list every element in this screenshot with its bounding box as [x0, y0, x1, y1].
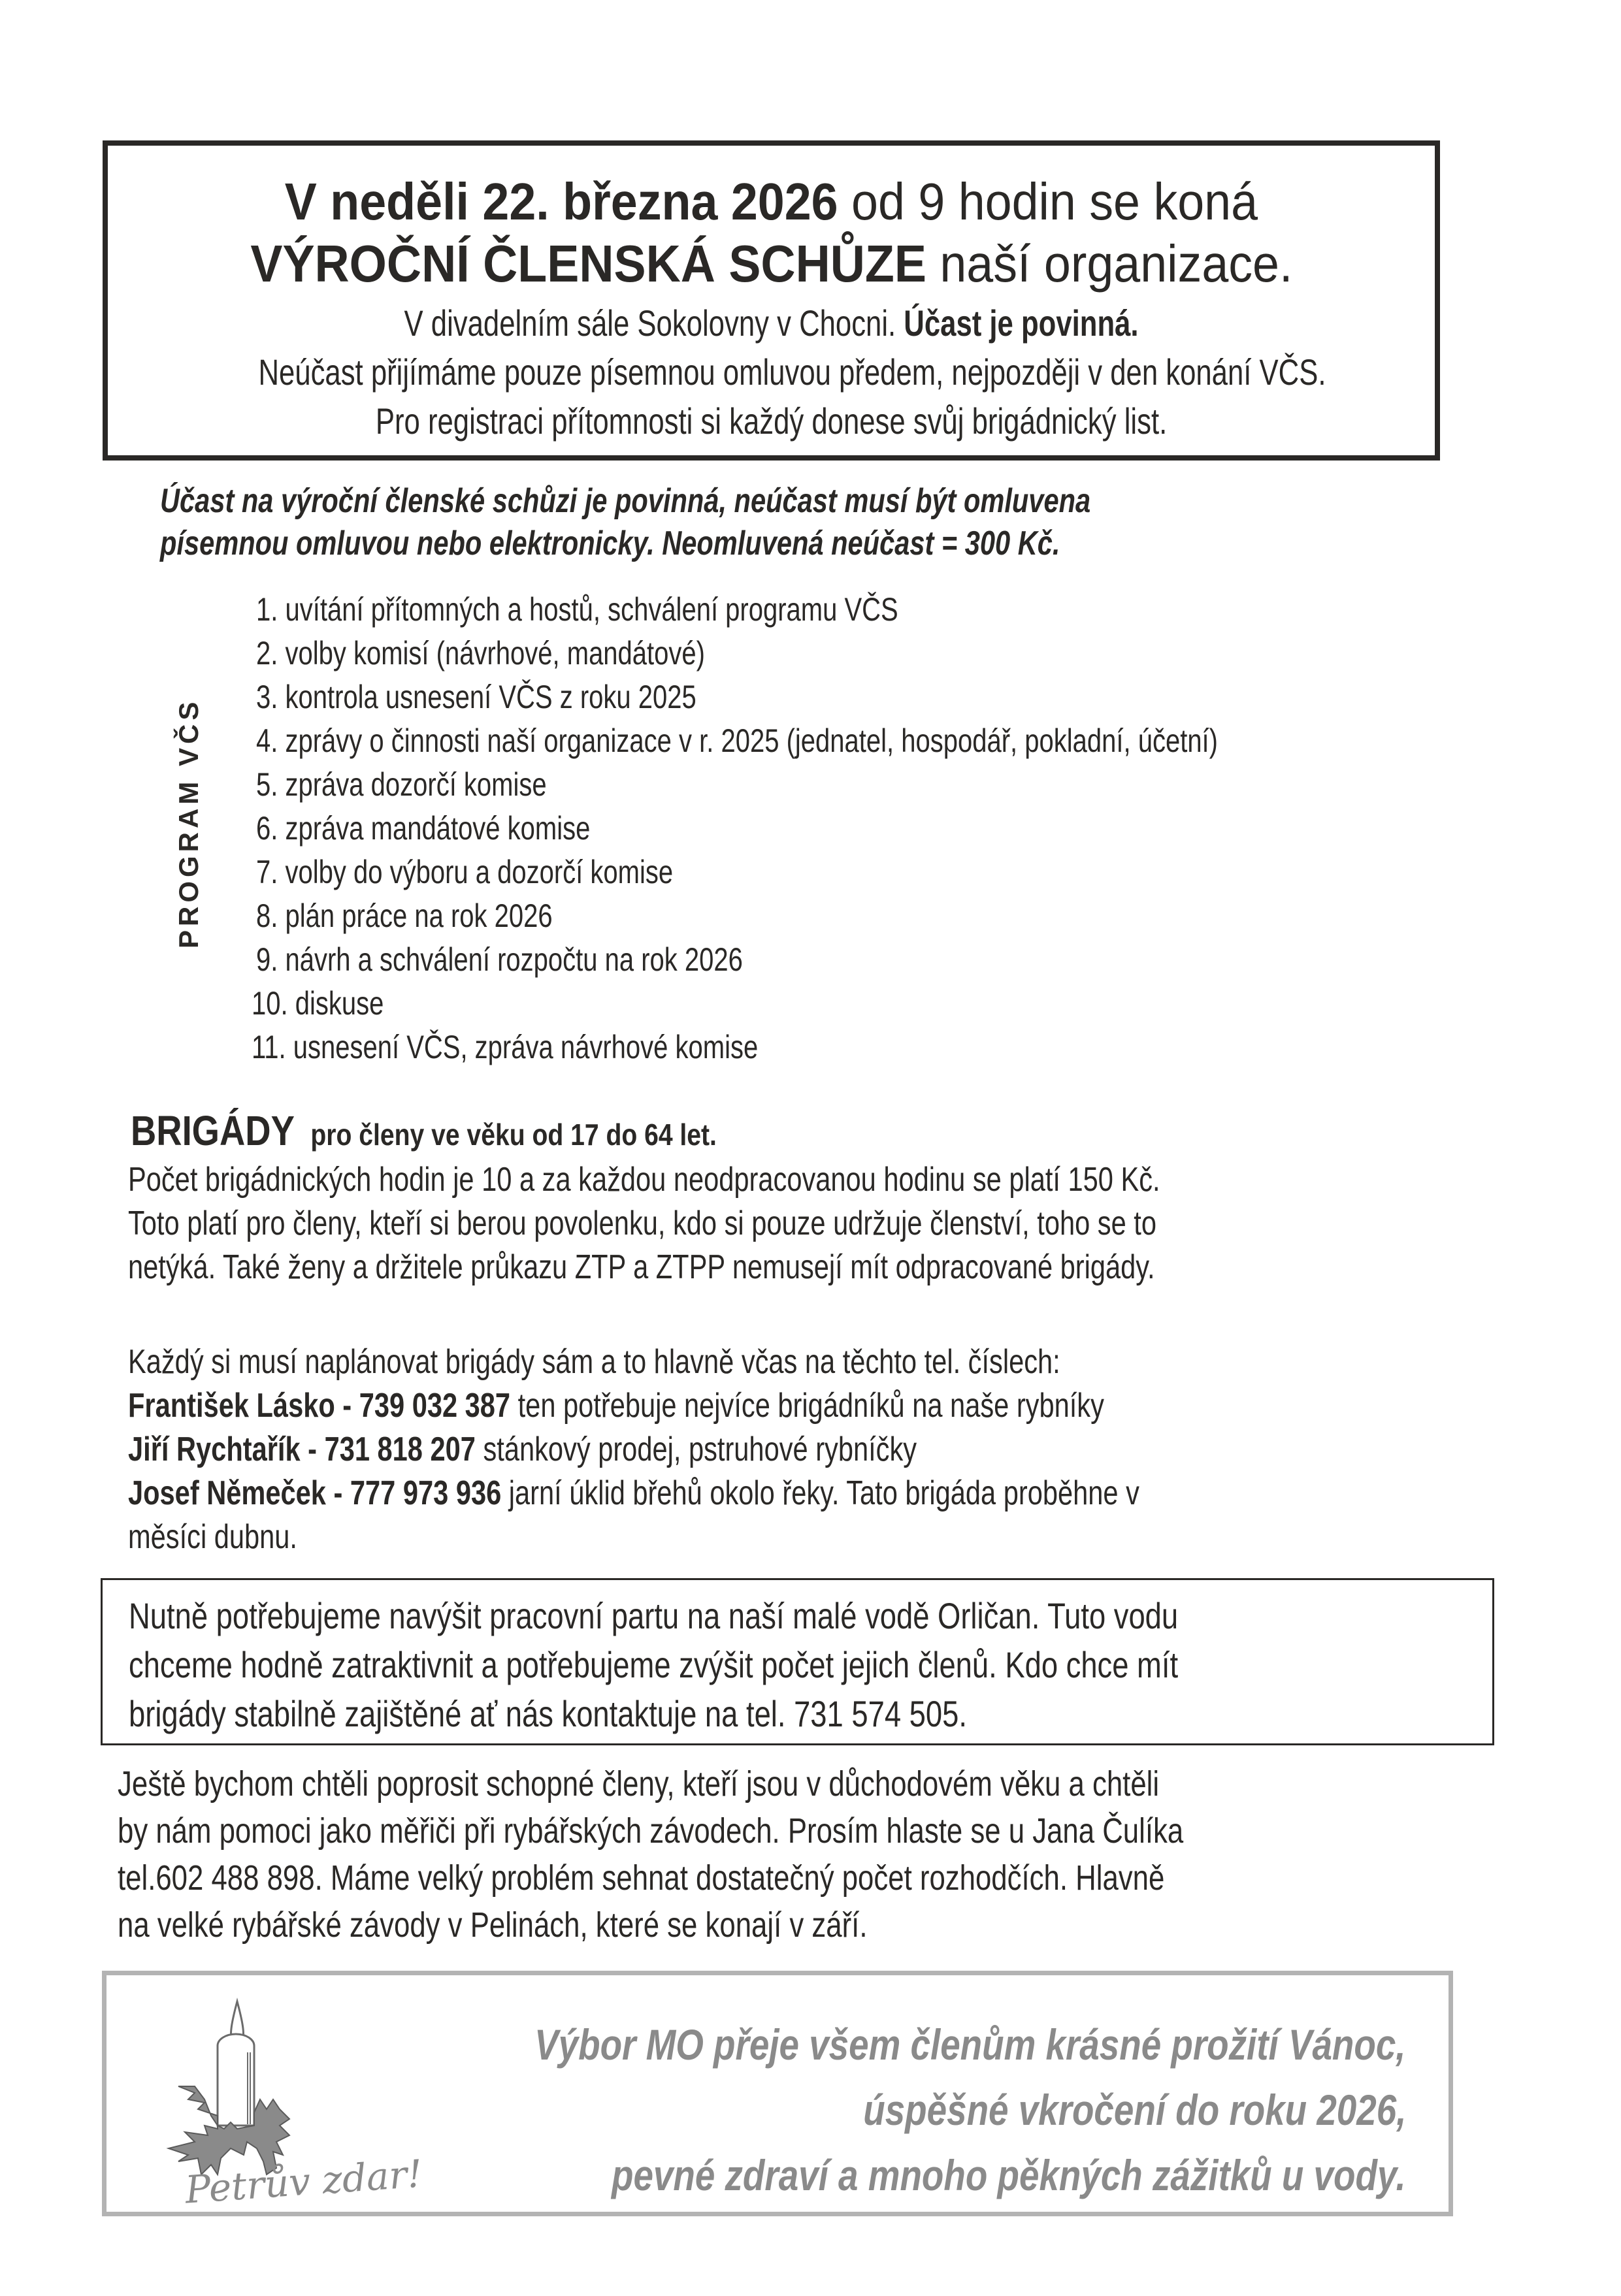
meeting-title: VÝROČNÍ ČLENSKÁ SCHŮZE	[250, 234, 926, 293]
contact-row	[128, 1429, 1114, 1470]
announcement-box	[103, 140, 1440, 461]
attendance-mandatory: Účast je povinná.	[904, 302, 1139, 344]
contact-name-phone: Josef Němeček - 777 973 936	[128, 1474, 502, 1512]
attendance-notice-line-1: Účast na výroční členské schůzi je povinná, neúčast musí být omluvena	[160, 482, 1091, 520]
announcement-date-line	[108, 172, 1435, 232]
judges-text-line: tel.602 488 898. Máme velký problém sehnat dostatečný počet rozhodčích. Hlavně	[118, 1858, 1165, 1898]
meeting-venue: V divadelním sále Sokolovny v Chocni.	[404, 302, 904, 344]
contact-name-phone: František Lásko - 739 032 387	[128, 1387, 511, 1425]
brigady-plan-intro: Každý si musí naplánovat brigády sám a to hlavně včas na těchto tel. číslech:	[128, 1343, 1060, 1381]
announcement-venue-line	[108, 302, 1435, 344]
meeting-date: V neděli 22. března 2026	[284, 172, 838, 231]
contact-row	[128, 1385, 1348, 1426]
announcement-excuse-line: Neúčast přijímáme pouze písemnou omluvou předem, nejpozději v den konání VČS.	[258, 351, 1326, 393]
contact-description: jarní úklid břehů okolo řeky. Tato brigáda proběhne v	[501, 1474, 1139, 1512]
program-item: 10. diskuse	[252, 985, 384, 1022]
orlican-text-line: chceme hodně zatraktivnit a potřebujeme zvýšit počet jejich členů. Kdo chce mít	[129, 1644, 1179, 1685]
signature-petruv-zdar: Petrův zdar!	[184, 2151, 424, 2212]
program-item: 4. zprávy o činnosti naší organizace v r. 2025 (jednatel, hospodář, pokladní, účetní)	[256, 722, 1218, 759]
contact-name-phone: Jiří Rychtařík - 731 818 207	[128, 1431, 476, 1468]
greeting-line: Výbor MO přeje všem členům krásné prožití Vánoc,	[534, 2020, 1406, 2069]
judges-text-line: na velké rybářské závody v Pelinách, které se konají v září.	[118, 1905, 868, 1945]
program-item: 1. uvítání přítomných a hostů, schválení programu VČS	[256, 591, 898, 628]
program-item: 8. plán práce na rok 2026	[256, 897, 553, 934]
orlican-text-line: Nutně potřebujeme navýšit pracovní partu na naší malé vodě Orličan. Tuto vodu	[129, 1595, 1179, 1636]
candle-holly-icon	[159, 1995, 303, 2184]
contact-row	[128, 1473, 1392, 1513]
orlican-recruitment-box	[101, 1578, 1494, 1745]
judges-text-line: Ještě bychom chtěli poprosit schopné členy, kteří jsou v důchodovém věku a chtěli	[118, 1764, 1160, 1803]
brigady-text-line: Toto platí pro členy, kteří si berou povolenku, kdo si pouze udržuje členství, toho se to	[128, 1205, 1156, 1242]
program-item: 7. volby do výboru a dozorčí komise	[256, 854, 674, 890]
greeting-line: pevné zdraví a mnoho pěkných zážitků u vody.	[612, 2151, 1406, 2199]
program-item: 6. zpráva mandátové komise	[256, 810, 591, 847]
christmas-greeting-box	[102, 1971, 1453, 2216]
program-item: 9. návrh a schválení rozpočtu na rok 2026	[256, 941, 743, 978]
program-item: 3. kontrola usnesení VČS z roku 2025	[256, 679, 696, 715]
program-item: 11. usnesení VČS, zpráva návrhové komise	[252, 1029, 759, 1065]
announcement-registration-line: Pro registraci přítomnosti si každý donese svůj brigádnický list.	[375, 400, 1168, 442]
attendance-notice-line-2: písemnou omluvou nebo elektronicky. Neomluvená neúčast = 300 Kč.	[160, 525, 1060, 562]
brigady-text-line: netýká. Také ženy a držitele průkazu ZTP a ZTPP nemusejí mít odpracované brigády.	[128, 1248, 1155, 1286]
brigady-text-line: Počet brigádnických hodin je 10 a za každou neodpracovanou hodinu se platí 150 Kč.	[128, 1161, 1160, 1199]
program-item: 5. zpráva dozorčí komise	[256, 766, 547, 803]
contact-description: ten potřebuje nejvíce brigádníků na naše rybníky	[510, 1387, 1104, 1425]
orlican-text-line: brigády stabilně zajištěné ať nás kontaktuje na tel. 731 574 505.	[129, 1693, 967, 1734]
brigady-heading: BRIGÁDY	[131, 1107, 295, 1154]
greeting-line: úspěšné vkročení do roku 2026,	[862, 2086, 1406, 2134]
brigady-age-range: pro členy ve věku od 17 do 64 let.	[310, 1118, 717, 1152]
contact-continuation: měsíci dubnu.	[128, 1518, 297, 1556]
brigady-heading-line	[131, 1107, 820, 1155]
meeting-title-rest: naší organizace.	[926, 234, 1293, 293]
announcement-title-line	[108, 234, 1435, 294]
program-item: 2. volby komisí (návrhové, mandátové)	[256, 635, 705, 671]
meeting-time: od 9 hodin se koná	[838, 172, 1258, 231]
contact-description: stánkový prodej, pstruhové rybníčky	[475, 1431, 917, 1468]
program-label: PROGRAM VČS	[173, 698, 204, 948]
judges-text-line: by nám pomoci jako měřiči při rybářských závodech. Prosím hlaste se u Jana Čulíka	[118, 1811, 1184, 1851]
